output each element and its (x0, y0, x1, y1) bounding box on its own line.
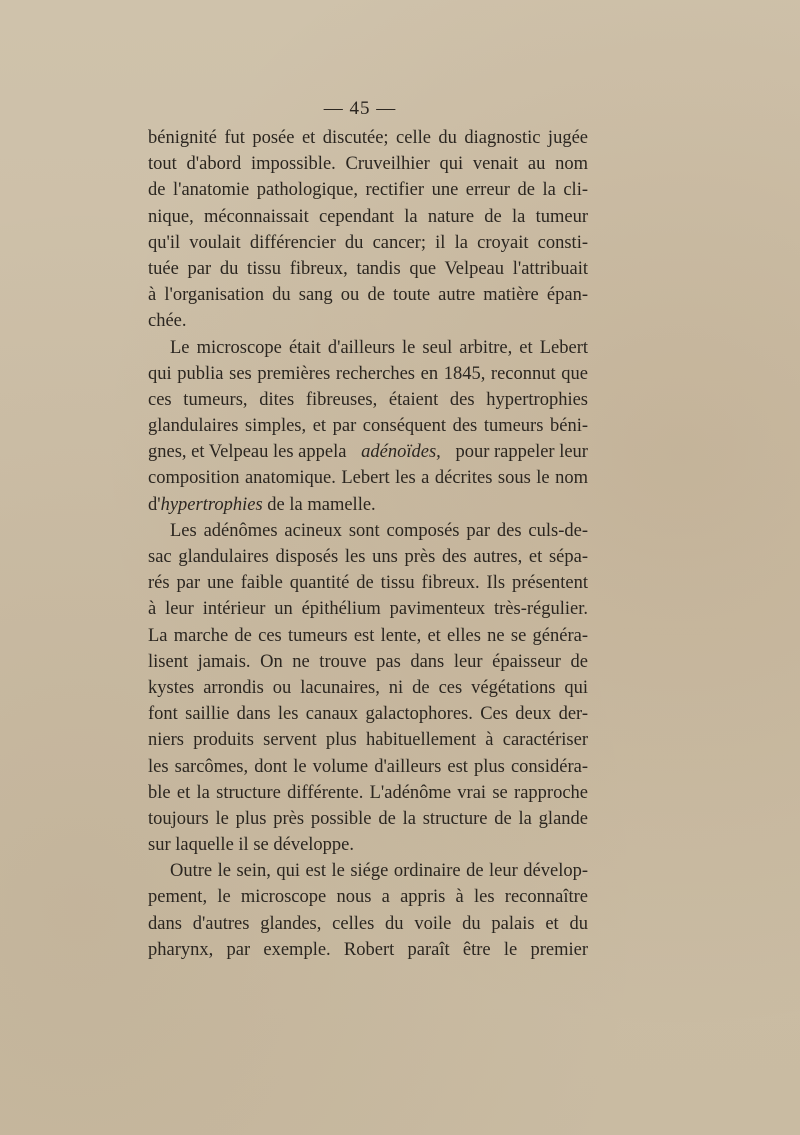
text-line (148, 492, 588, 518)
text-line (148, 439, 588, 465)
paragraph-first-line: Le microscope était d'ailleurs le seul arbitre, et Lebert (170, 337, 588, 358)
text-line: tuée par du tissu fibreux, tandis que Velpeau l'attribuait (148, 258, 588, 279)
text-line: sur laquelle il se développe. (148, 835, 355, 856)
text-line: font saillie dans les canaux galactophores. Ces deux der- (148, 704, 588, 725)
text-line: La marche de ces tumeurs est lente, et elles ne se généra- (148, 625, 588, 646)
text-line: ble et la structure différente. L'adénôme vrai se rapproche (148, 782, 588, 803)
text-line: à l'organisation du sang ou de toute autre matière épan- (148, 285, 588, 306)
text-line: rés par une faible quantité de tissu fibreux. Ils présentent (148, 573, 588, 594)
text-line: nique, méconnaissait cependant la nature de la tumeur (148, 206, 588, 227)
text-line: chée. (148, 311, 187, 332)
italic-term-hypertrophies: hypertrophies (160, 494, 263, 515)
page-number: — 45 — (323, 98, 397, 119)
text-line: les sarcômes, dont le volume d'ailleurs est plus considéra- (148, 756, 588, 777)
text-line: glandulaires simples, et par conséquent des tumeurs béni- (148, 416, 588, 437)
text-line: à leur intérieur un épithélium pavimenteux très-régulier. (148, 599, 588, 620)
paragraph-first-line: Les adénômes acineux sont composés par des culs-de- (170, 520, 588, 541)
text-line: de l'anatomie pathologique, rectifier une erreur de la cli- (148, 180, 588, 201)
text-line: qui publia ses premières recherches en 1845, reconnut que (148, 363, 588, 384)
text-line: bénignité fut posée et discutée; celle du diagnostic jugée (148, 128, 588, 148)
text-segment: d' (148, 494, 161, 515)
text-segment: gnes, et Velpeau les appela (148, 442, 352, 463)
text-line: tout d'abord impossible. Cruveilhier qui venait au nom (148, 154, 588, 175)
text-line: pharynx, par exemple. Robert paraît être le premier (148, 939, 588, 960)
text-line: pement, le microscope nous a appris à les reconnaître (148, 887, 588, 908)
italic-term-adenoides: adénoïdes, (361, 442, 441, 463)
text-line: dans d'autres glandes, celles du voile du palais et du (148, 913, 588, 934)
text-line: kystes arrondis ou lacunaires, ni de ces végétations qui (148, 677, 588, 698)
text-line: qu'il voulait différencier du cancer; il la croyait consti- (148, 232, 588, 253)
text-segment: de la mamelle. (262, 494, 376, 515)
text-line: toujours le plus près possible de la structure de la glande (148, 808, 588, 829)
body-text (148, 125, 588, 963)
text-segment: pour rappeler leur (450, 442, 588, 463)
text-line: sac glandulaires disposés les uns près des autres, et sépa- (148, 547, 588, 567)
text-line: composition anatomique. Lebert les a décrites sous le nom (148, 468, 588, 489)
text-line: ces tumeurs, dites fibreuses, étaient des hypertrophies (148, 389, 588, 410)
text-line: niers produits servent plus habituellement à caractériser (148, 730, 588, 751)
paragraph-first-line: Outre le sein, qui est le siége ordinaire de leur dévelop- (170, 861, 588, 882)
text-line: lisent jamais. On ne trouve pas dans leur épaisseur de (148, 651, 588, 672)
